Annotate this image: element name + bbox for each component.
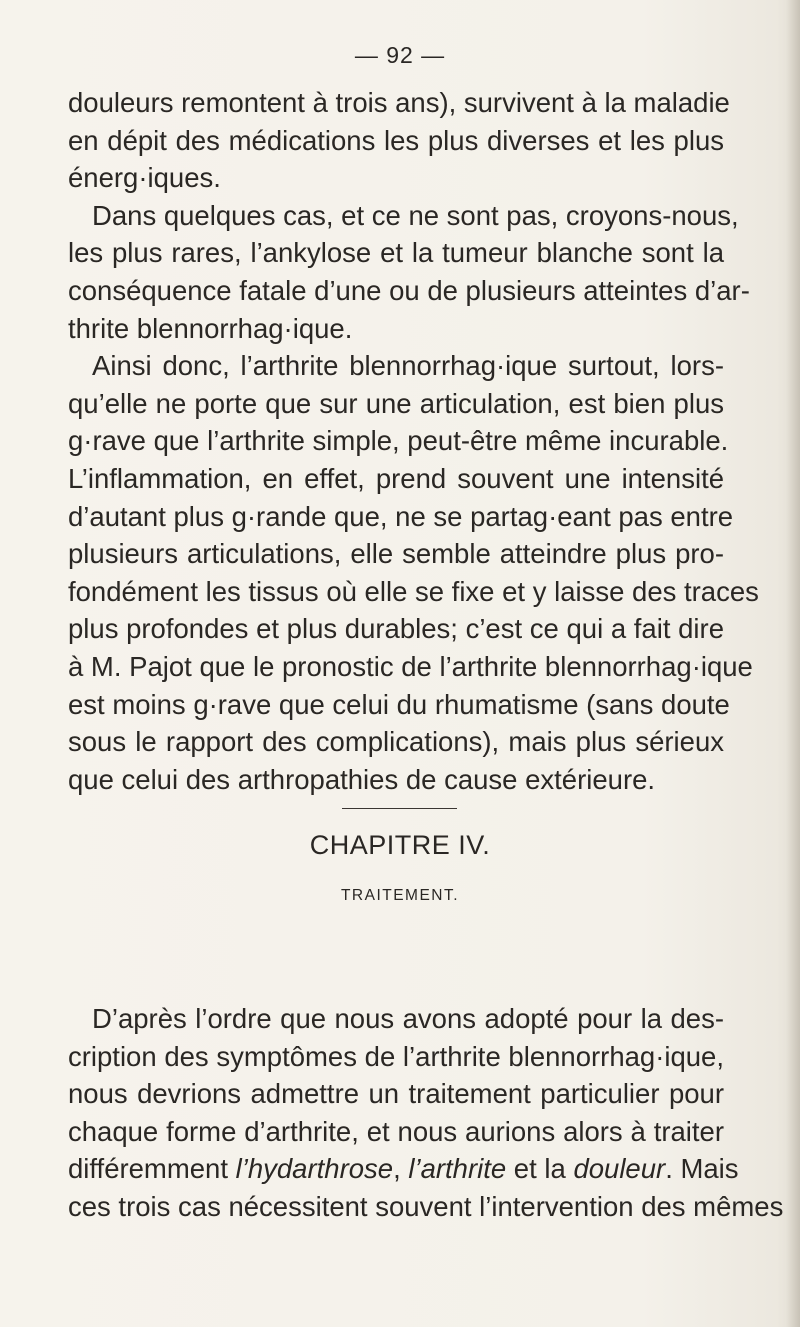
text-line: que celui des arthropathies de cause extérieure. bbox=[68, 763, 656, 795]
page-edge-shadow bbox=[786, 0, 800, 1327]
italic-term: douleur bbox=[573, 1153, 666, 1185]
text-line: thrite blennorrhag·ique. bbox=[68, 312, 353, 344]
text-line bbox=[68, 1150, 739, 1188]
text-line: plus profondes et plus durables; c’est ce qui a fait dire bbox=[68, 613, 724, 645]
text-fragment: et la bbox=[506, 1153, 574, 1185]
text-line: fondément les tissus où elle se fixe et y laisse des traces bbox=[68, 575, 759, 607]
text-line: ces trois cas nécessitent souvent l’intervention des mêmes bbox=[68, 1190, 784, 1222]
section-heading: TRAITEMENT. bbox=[340, 887, 460, 904]
body-text-block bbox=[68, 84, 759, 798]
text-line: L’inflammation, en effet, prend souvent une intensité bbox=[68, 462, 724, 494]
section-divider bbox=[342, 808, 457, 809]
text-line: conséquence fatale d’une ou de plusieurs atteintes d’ar- bbox=[68, 274, 750, 306]
text-line: en dépit des médications les plus diverses et les plus bbox=[68, 124, 724, 156]
text-line: douleurs remontent à trois ans), survivent à la maladie bbox=[68, 87, 730, 118]
text-line: est moins g·rave que celui du rhumatisme (sans doute bbox=[68, 688, 730, 720]
text-line: qu’elle ne porte que sur une articulation, est bien plus bbox=[68, 387, 724, 419]
text-fragment: . Mais bbox=[665, 1153, 739, 1185]
text-line: plusieurs articulations, elle semble atteindre plus pro- bbox=[68, 538, 724, 570]
text-line: chaque forme d’arthrite, et nous aurions alors à traiter bbox=[68, 1115, 724, 1147]
text-line: g·rave que l’arthrite simple, peut-être même incurable. bbox=[68, 425, 729, 457]
text-line: Ainsi donc, l’arthrite blennorrhag·ique surtout, lors- bbox=[92, 350, 724, 382]
text-line: d’autant plus g·rande que, ne se partag·eant pas entre bbox=[68, 500, 734, 532]
text-line: nous devrions admettre un traitement particulier pour bbox=[68, 1078, 724, 1110]
text-line: sous le rapport des complications), mais plus sérieux bbox=[68, 726, 724, 758]
italic-term: l’hydarthrose bbox=[235, 1153, 394, 1185]
text-line: cription des symptômes de l’arthrite blennorrhag·ique, bbox=[68, 1040, 724, 1072]
text-fragment: différemment bbox=[68, 1153, 236, 1185]
text-fragment: , bbox=[393, 1153, 409, 1185]
page-number: — 92 — bbox=[354, 42, 446, 68]
text-line: Dans quelques cas, et ce ne sont pas, croyons-nous, bbox=[92, 199, 739, 231]
text-line: les plus rares, l’ankylose et la tumeur blanche sont la bbox=[68, 237, 724, 269]
text-line: D’après l’ordre que nous avons adopté pour la des- bbox=[92, 1003, 724, 1034]
chapter-heading: CHAPITRE IV. bbox=[309, 830, 491, 860]
text-line: énerg·iques. bbox=[68, 162, 221, 194]
text-line: à M. Pajot que le pronostic de l’arthrite blennorrhag·ique bbox=[68, 650, 753, 682]
body-text-block bbox=[68, 1000, 784, 1226]
italic-term: l’arthrite bbox=[408, 1153, 507, 1185]
